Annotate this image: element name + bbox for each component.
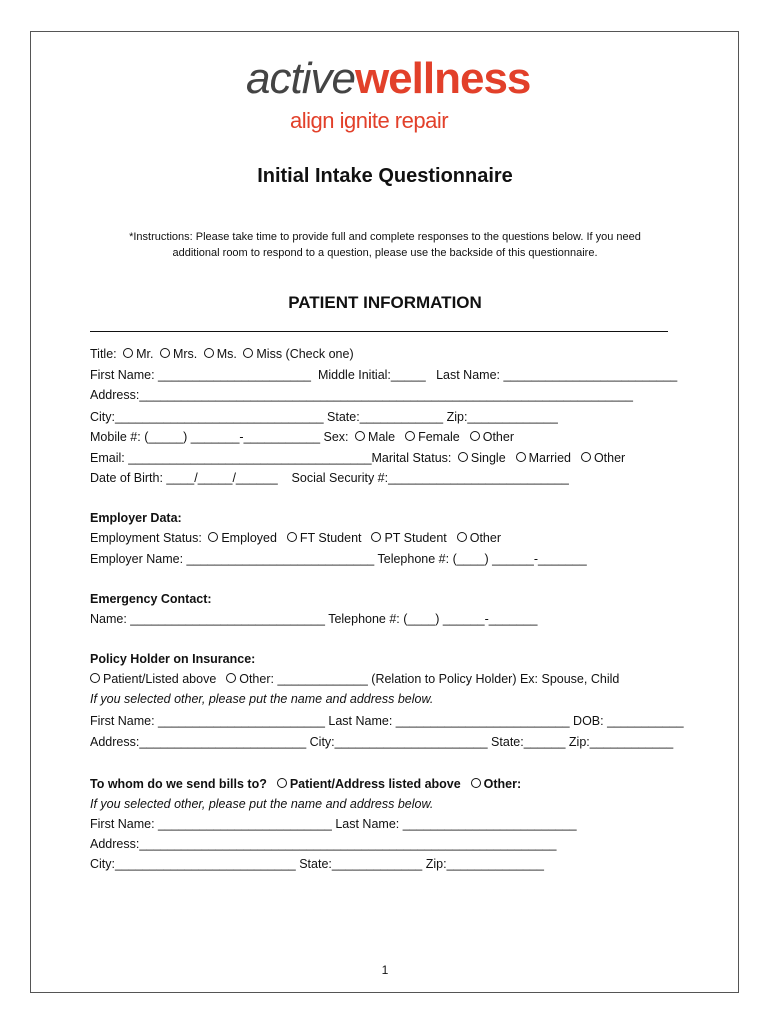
radio-mr[interactable] — [123, 348, 133, 358]
radio-pt-student[interactable] — [371, 532, 381, 542]
radio-mr-label: Mr. — [136, 347, 154, 361]
radio-bill-patient[interactable] — [277, 778, 287, 788]
dob-ssn-row[interactable]: Date of Birth: ____/_____/______ Social Security #:__________________________ — [90, 471, 569, 485]
billing-question-row — [90, 776, 521, 792]
logo — [246, 54, 531, 103]
radio-sex-other-label: Other — [482, 430, 514, 444]
page-title: Initial Intake Questionnaire — [257, 165, 513, 187]
employment-status-row — [90, 530, 501, 546]
radio-policy-patient-label: Patient/Listed above — [103, 672, 217, 686]
mobile-field[interactable]: Mobile #: (_____) _______-___________ Sex: — [90, 430, 349, 444]
radio-ms-label: Ms. — [216, 347, 237, 361]
radio-pt-student-label: PT Student — [384, 531, 447, 545]
policy-note: If you selected other, please put the name and address below. — [90, 692, 434, 706]
radio-employed[interactable] — [208, 532, 218, 542]
logo-tagline: align ignite repair — [290, 108, 449, 133]
email-field[interactable]: Email: ___________________________________Marital Status: — [90, 451, 452, 465]
name-field-row[interactable]: First Name: ______________________ Middle Initial:_____ Last Name: _________________________ — [90, 368, 678, 382]
radio-miss-label: Miss (Check one) — [256, 347, 354, 361]
instructions-line-2: additional room to respond to a question, please use the backside of this questionnaire. — [172, 247, 598, 259]
radio-female-label: Female — [418, 430, 460, 444]
mobile-sex-row — [90, 429, 514, 445]
city-field-row[interactable]: City:______________________________ State:____________ Zip:_____________ — [90, 410, 558, 424]
billing-question: To whom do we send bills to? — [90, 777, 267, 791]
radio-married[interactable] — [516, 452, 526, 462]
employment-status-label: Employment Status: — [90, 531, 202, 545]
radio-single[interactable] — [458, 452, 468, 462]
email-marital-row — [90, 450, 625, 466]
radio-bill-other[interactable] — [471, 778, 481, 788]
logo-active-text: active — [246, 54, 355, 103]
radio-ms[interactable] — [204, 348, 214, 358]
section-heading-employer: Employer Data: — [90, 511, 182, 525]
radio-male-label: Male — [368, 430, 396, 444]
title-row — [90, 346, 354, 362]
emergency-contact-row[interactable]: Name: ____________________________ Telephone #: (____) ______-_______ — [90, 612, 538, 626]
radio-single-label: Single — [470, 451, 506, 465]
title-label: Title: — [90, 347, 117, 361]
logo-wellness-text: wellness — [354, 54, 531, 103]
billing-address-row[interactable]: Address:____________________________________________________________ — [90, 837, 557, 851]
billing-name-row[interactable]: First Name: _________________________ Last Name: _________________________ — [90, 817, 577, 831]
radio-marital-other-label: Other — [593, 451, 626, 465]
radio-married-label: Married — [528, 451, 571, 465]
section-heading-patient-info: PATIENT INFORMATION — [288, 293, 482, 312]
radio-marital-other[interactable] — [581, 452, 591, 462]
radio-employment-other[interactable] — [457, 532, 467, 542]
policy-options-row — [90, 671, 619, 687]
radio-employed-label: Employed — [221, 531, 277, 545]
radio-ft-student[interactable] — [287, 532, 297, 542]
radio-employment-other-label: Other — [469, 531, 501, 545]
policy-address-row[interactable]: Address:________________________ City:______________________ State:______ Zip:____________ — [90, 735, 674, 749]
radio-male[interactable] — [355, 431, 365, 441]
radio-bill-patient-label: Patient/Address listed above — [289, 777, 461, 791]
radio-sex-other[interactable] — [470, 431, 480, 441]
radio-miss[interactable] — [243, 348, 253, 358]
radio-mrs-label: Mrs. — [172, 347, 198, 361]
employer-name-row[interactable]: Employer Name: ___________________________ Telephone #: (____) ______-_______ — [90, 552, 587, 566]
address-field-row[interactable]: Address:_______________________________________________________________________ — [90, 388, 633, 402]
section-heading-policy-holder: Policy Holder on Insurance: — [90, 652, 256, 666]
divider — [90, 331, 668, 332]
instructions-line-1: *Instructions: Please take time to provide full and complete responses to the questions below. If you need — [129, 231, 641, 243]
radio-mrs[interactable] — [160, 348, 170, 358]
policy-name-row[interactable]: First Name: ________________________ Last Name: _________________________ DOB: ___________ — [90, 714, 684, 728]
billing-city-row[interactable]: City:__________________________ State:_____________ Zip:______________ — [90, 857, 544, 871]
radio-bill-other-label: Other: — [483, 777, 522, 791]
radio-ft-student-label: FT Student — [299, 531, 362, 545]
billing-note: If you selected other, please put the name and address below. — [90, 797, 434, 811]
radio-policy-other-label: Other: _____________ (Relation to Policy Holder) Ex: Spouse, Child — [239, 672, 620, 686]
radio-female[interactable] — [405, 431, 415, 441]
radio-policy-other[interactable] — [226, 673, 236, 683]
page-number: 1 — [381, 963, 389, 977]
section-heading-emergency: Emergency Contact: — [90, 592, 212, 606]
radio-policy-patient[interactable] — [90, 673, 100, 683]
